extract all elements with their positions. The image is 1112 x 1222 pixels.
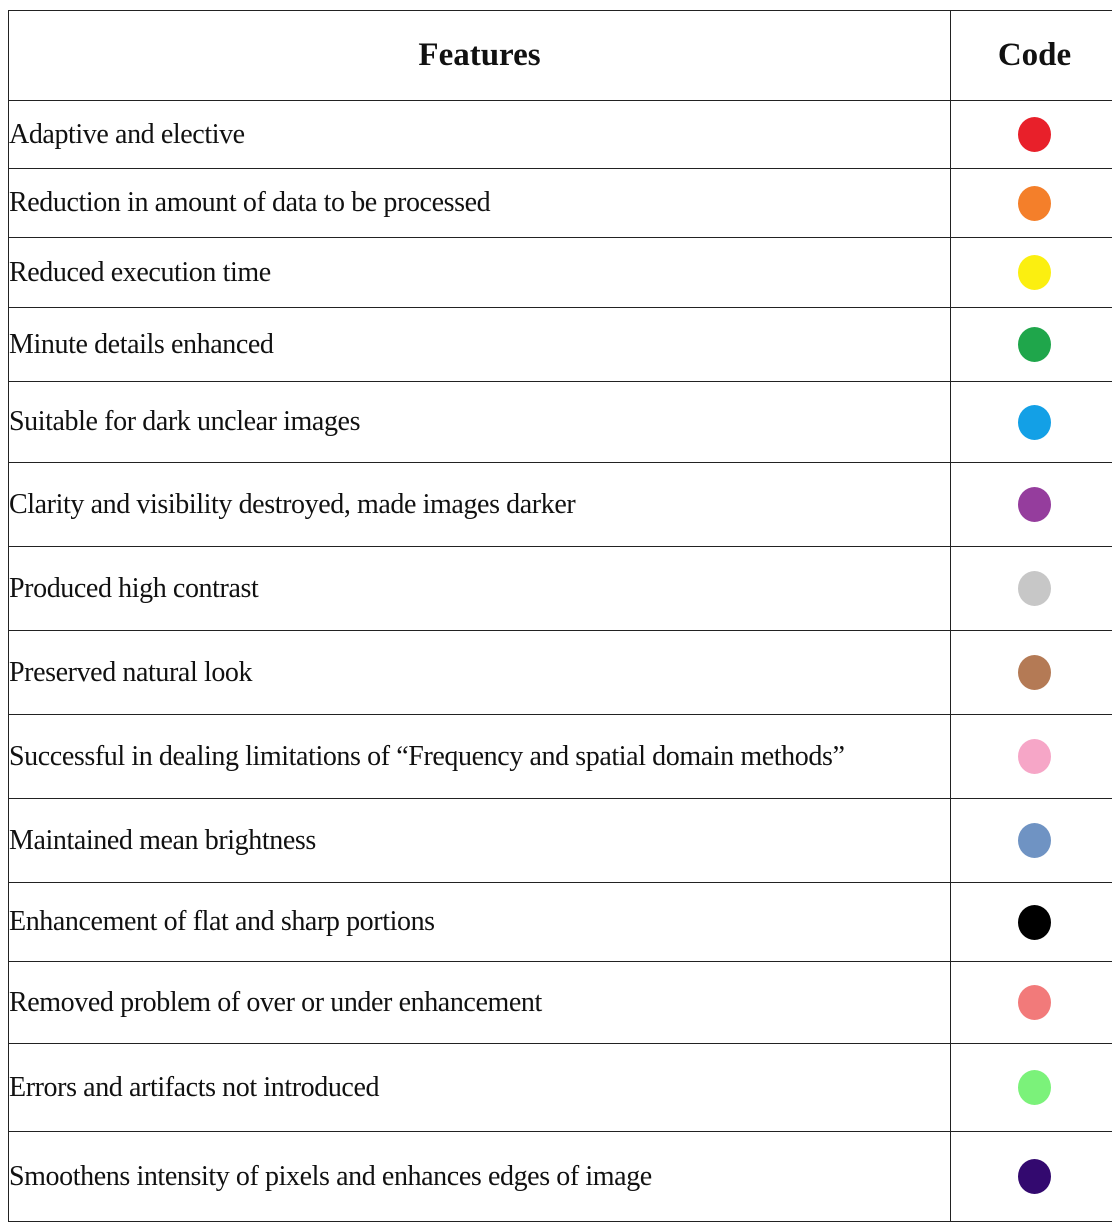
color-code-dot-icon [1018, 823, 1051, 858]
table-row [9, 1044, 1112, 1132]
color-code-dot-icon [1018, 1159, 1051, 1194]
table-row [9, 631, 1112, 715]
table-row [9, 715, 1112, 799]
code-cell [951, 631, 1112, 715]
color-code-dot-icon [1018, 117, 1051, 152]
color-code-dot-icon [1018, 905, 1051, 940]
code-cell [951, 799, 1112, 883]
code-cell [951, 101, 1112, 169]
feature-cell: Preserved natural look [9, 631, 951, 715]
features-table [8, 10, 1112, 1222]
table-row [9, 547, 1112, 631]
feature-cell: Smoothens intensity of pixels and enhances edges of image [9, 1132, 951, 1222]
table-row [9, 169, 1112, 238]
feature-cell: Suitable for dark unclear images [9, 382, 951, 463]
code-cell [951, 962, 1112, 1044]
feature-cell: Successful in dealing limitations of “Frequency and spatial domain methods” [9, 715, 951, 799]
code-header: Code [951, 11, 1112, 101]
code-cell [951, 547, 1112, 631]
color-code-dot-icon [1018, 1070, 1051, 1105]
table-row [9, 101, 1112, 169]
features-header: Features [9, 11, 951, 101]
feature-cell: Errors and artifacts not introduced [9, 1044, 951, 1132]
color-code-dot-icon [1018, 655, 1051, 690]
color-code-dot-icon [1018, 327, 1051, 362]
feature-cell: Maintained mean brightness [9, 799, 951, 883]
color-code-dot-icon [1018, 405, 1051, 440]
code-cell [951, 883, 1112, 962]
color-code-dot-icon [1018, 571, 1051, 606]
table-row [9, 382, 1112, 463]
table-row [9, 799, 1112, 883]
color-code-dot-icon [1018, 186, 1051, 221]
feature-cell: Removed problem of over or under enhancement [9, 962, 951, 1044]
code-cell [951, 308, 1112, 382]
table-row [9, 1132, 1112, 1222]
code-cell [951, 1132, 1112, 1222]
feature-cell: Reduced execution time [9, 238, 951, 308]
code-cell [951, 715, 1112, 799]
table-row [9, 463, 1112, 547]
code-cell [951, 382, 1112, 463]
table-row [9, 883, 1112, 962]
header-row [9, 11, 1112, 101]
feature-cell: Clarity and visibility destroyed, made images darker [9, 463, 951, 547]
feature-cell: Minute details enhanced [9, 308, 951, 382]
table-row [9, 238, 1112, 308]
feature-cell: Adaptive and elective [9, 101, 951, 169]
code-cell [951, 169, 1112, 238]
code-cell [951, 463, 1112, 547]
code-cell [951, 1044, 1112, 1132]
code-cell [951, 238, 1112, 308]
color-code-dot-icon [1018, 255, 1051, 290]
feature-cell: Produced high contrast [9, 547, 951, 631]
table-row [9, 308, 1112, 382]
table-row [9, 962, 1112, 1044]
feature-cell: Reduction in amount of data to be processed [9, 169, 951, 238]
feature-cell: Enhancement of flat and sharp portions [9, 883, 951, 962]
color-code-dot-icon [1018, 739, 1051, 774]
color-code-dot-icon [1018, 985, 1051, 1020]
color-code-dot-icon [1018, 487, 1051, 522]
